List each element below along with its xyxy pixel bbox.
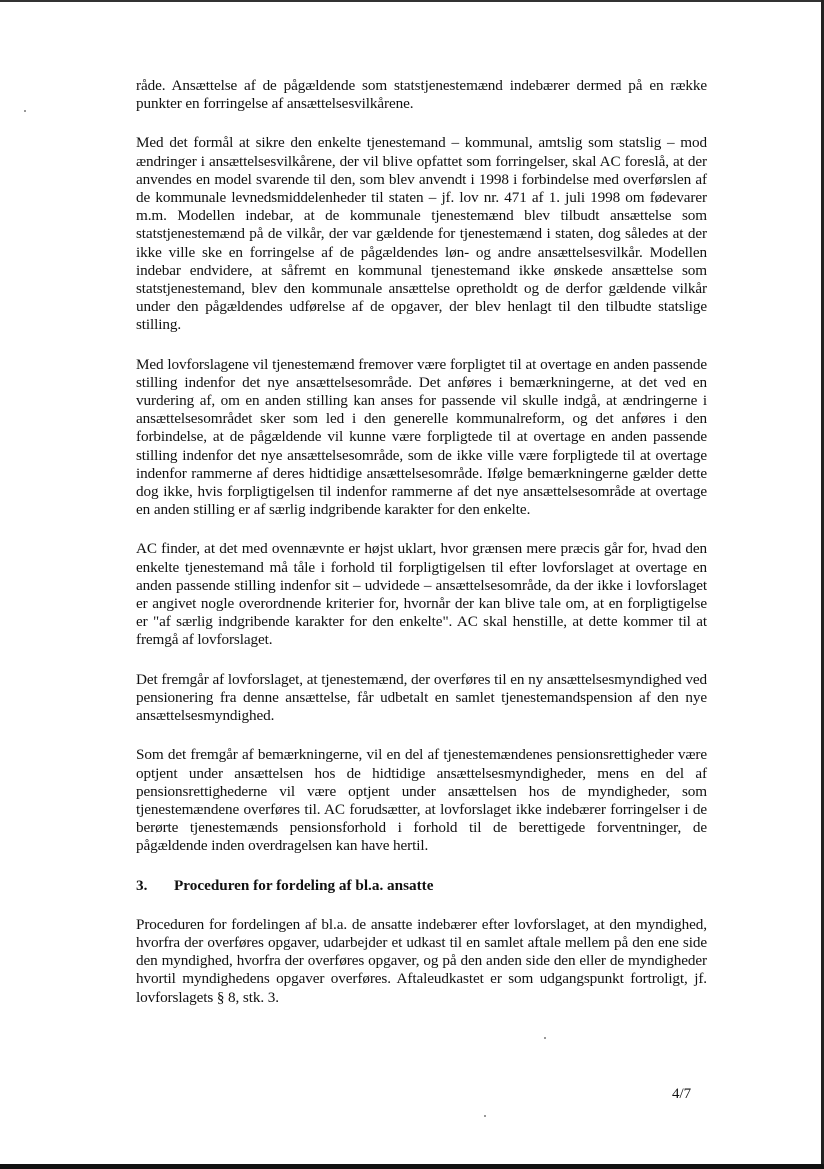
scan-speck [24,110,26,112]
paragraph-ac-criteria: AC finder, at det med ovennævnte er højst uklart, hvor grænsen mere præcis går for, hvad den enkelte tjenestemand må tåle i forhold til forpligtigelsen til efter lovforslaget at overtage en anden passende stilling indenfor sit – udvidede – ansættelsesområde, da der ikke i lovforslaget er angivet nogle overordnende kriterier for, hvornår der kan blive tale om, at en forpligtigelse er "af særlig indgribende karakter for den enkelte". AC skal henstille, at dette kommer til at fremgå af lovforslaget. [136,540,707,649]
section-title: Proceduren for fordeling af bl.a. ansatte [174,876,434,894]
paragraph-pension-rights: Som det fremgår af bemærkningerne, vil en del af tjenestemændenes pensionsrettigheder være optjent under ansættelsen hos de hidtidige ansættelsesmyndigheder, mens en del af pensionsrettighederne vil være optjent under ansættelsen hos de myndigheder, som tjenestemændene overføres til. AC forudsætter, at lovforslaget ikke indebærer forringelser i de berørte tjenestemænds pensionsforhold i forhold til de berettigede forventninger, de pågældende inden overdragelsen kan have hertil. [136,746,707,855]
scan-edge-bottom [0,1164,824,1169]
section-number: 3. [136,876,148,894]
scan-speck [484,1115,486,1117]
page-number: 4/7 [672,1086,692,1102]
paragraph-pension-payment: Det fremgår af lovforslaget, at tjenestemænd, der overføres til en ny ansættelsesmyndighed ved pensionering fra denne ansættelse, får udbetalt en samlet tjenestemandspension af den nye ansættelsesmyndighed. [136,670,707,725]
paragraph-procedure: Proceduren for fordelingen af bl.a. de ansatte indebærer efter lovforslaget, at den myndighed, hvorfra der overføres opgaver, udarbejder et udkast til en samlet aftale mellem på den ene side den myndighed, hvorfra der overføres opgaver, og på den anden side den eller de myndigheder hvortil myndighedens opgaver overføres. Aftaleudkastet er som udgangspunkt fortroligt, jf. lovforslagets § 8, stk. 3. [136,915,707,1006]
paragraph-model-proposal: Med det formål at sikre den enkelte tjenestemand – kommunal, amtslig som statslig – mod ændringer i ansættelsesvilkårene, der vil blive opfattet som forringelser, skal AC foreslå, at der anvendes en model svarende til den, som blev anvendt i 1998 i forbindelse med overførslen af de kommunale levnedsmiddelenheder til staten – jf. lov nr. 471 af 1. juli 1998 om fødevarer m.m. Modellen indebar, at de kommunale tjenestemænd blev tilbudt ansættelse som statstjenestemænd på de vilkår, der var gældende for tjenestemænd i staten, dog således at der ikke ville ske en forringelse af de pågældendes løn- og andre ansættelsesvilkår. Modellen indebar endvidere, at såfremt en kommunal tjenestemand ikke ønskede ansættelse som statstjenestemand, blev den kommunale ansættelse opretholdt og de derfor gældende vilkår under den pågældendes udførelse af de opgaver, der blev henlagt til den tilbudte statslige stilling. [136,134,707,334]
paragraph-employment-terms: råde. Ansættelse af de pågældende som statstjenestemænd indebærer dermed på en række punkter en forringelse af ansættelsesvilkårene. [136,77,707,113]
paragraph-new-position-obligation: Med lovforslagene vil tjenestemænd fremover være forpligtet til at overtage en anden passende stilling indenfor det nye ansættelsesområde. Det anføres i bemærkningerne, at det ved en vurdering af, om en anden stilling kan anses for passende vil skulle indgå, at ændringerne i ansættelsesområdet sker som led i den generelle kommunalreform, og det anføres i den forbindelse, at de pågældende vil kunne være forpligtede til at overtage en anden passende stilling indenfor det nye ansættelsesområde, som de ikke ville være forpligtede til at overtage indenfor rammerne af deres hidtidige ansættelsesområde. Ifølge bemærkningerne gælder dette dog ikke, hvis forpligtigelsen til indenfor rammerne af det nye ansættelsesområde at overtage en anden stilling er af særlig indgribende karakter for den enkelte. [136,355,707,519]
document-body [136,77,707,1028]
section-heading [136,877,707,895]
scan-edge-top [0,0,824,2]
scan-speck [544,1037,546,1039]
